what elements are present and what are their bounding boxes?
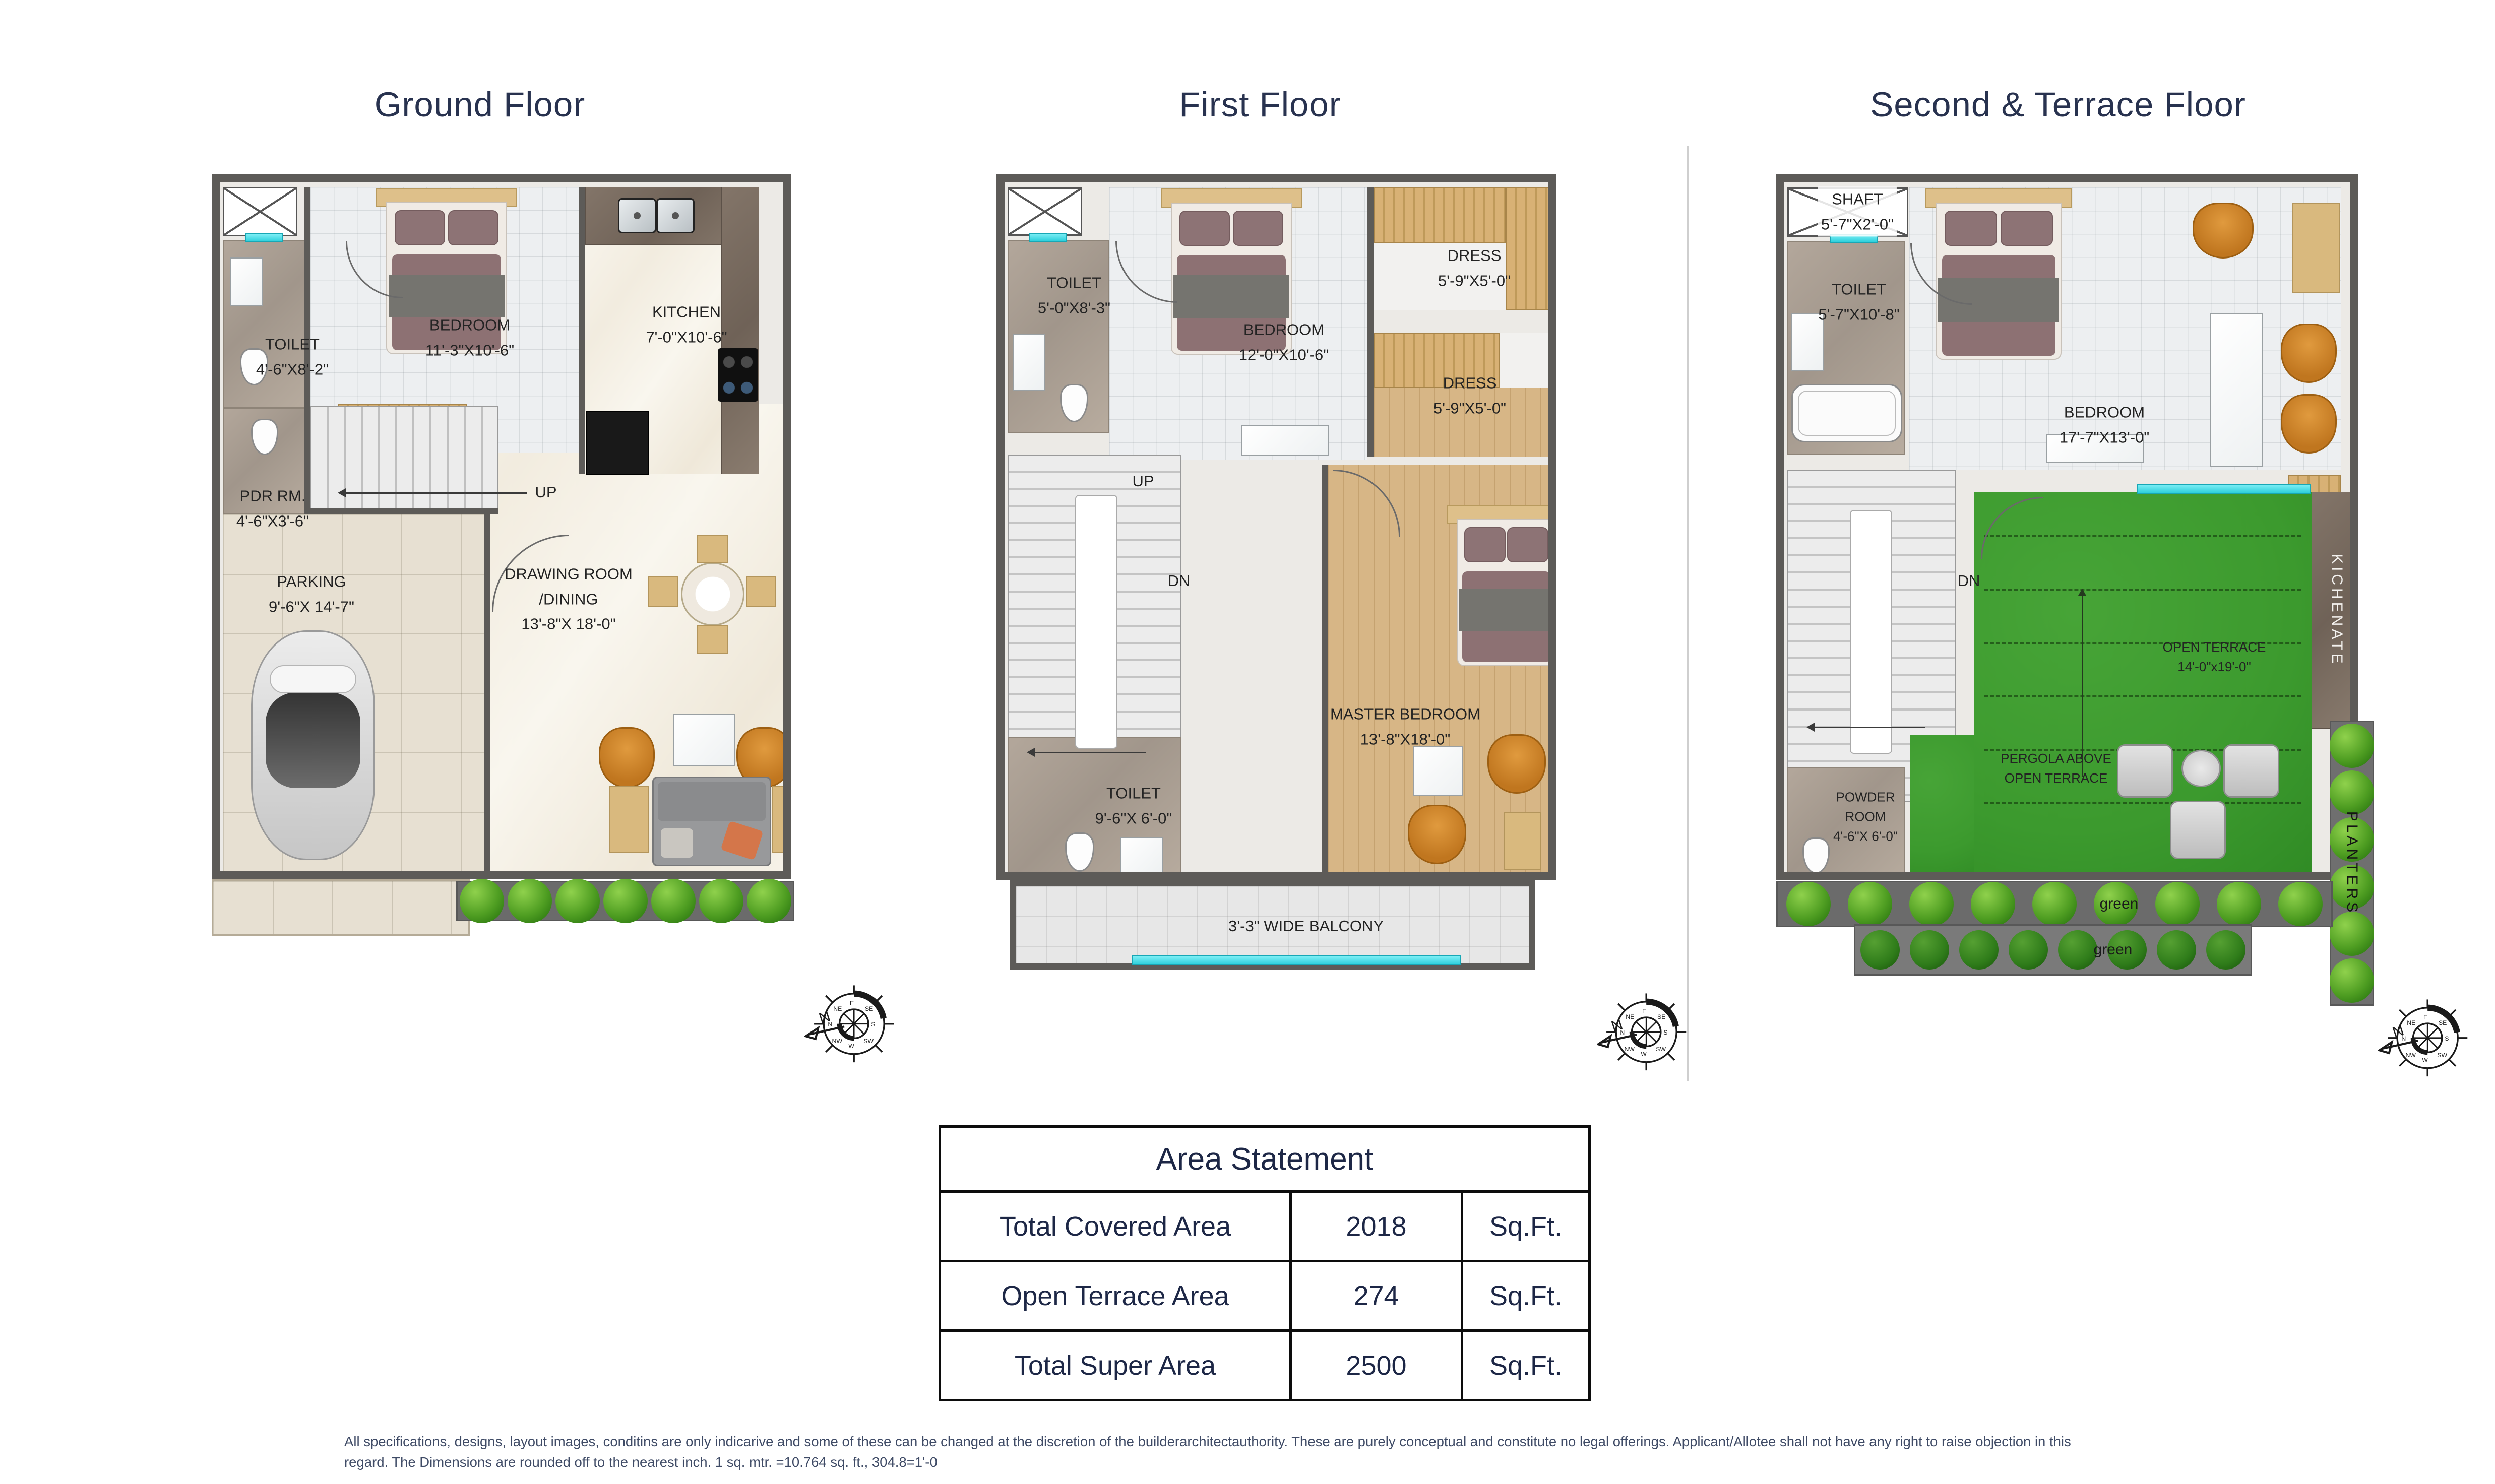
toilet-top-label: TOILET 5'-0"X8'-3" — [1037, 274, 1111, 316]
toilet-label: TOILET 5'-7"X10'-8" — [1818, 280, 1900, 323]
ground-floor-title: Ground Floor — [374, 85, 586, 124]
area-statement-title: Area Statement — [941, 1128, 1588, 1193]
kitchen-hob — [718, 348, 758, 402]
wall — [1367, 187, 1374, 457]
dining-chair — [746, 576, 776, 607]
dining-chair — [697, 625, 728, 654]
window-strip — [1415, 874, 1556, 880]
kitchen-label: KITCHEN 7'-0"X10'-6" — [646, 303, 727, 346]
kitchen-sink-right — [656, 198, 695, 233]
toilet-bottom-label: TOILET 9'-6"X 6'-0" — [1095, 784, 1172, 827]
bush-icon — [2330, 724, 2374, 768]
wall — [310, 508, 498, 514]
bush-icon — [1786, 882, 1831, 926]
bush-icon — [2330, 770, 2374, 815]
window-strip — [1108, 874, 1175, 880]
wash-basin — [1013, 334, 1045, 391]
shaft-box — [1008, 187, 1082, 236]
bush-icon — [2278, 882, 2323, 926]
cabinet — [2292, 203, 2340, 293]
window-strip — [1802, 873, 1848, 880]
wall — [579, 187, 585, 474]
accent-chair — [1408, 805, 1466, 864]
parking-label: PARKING 9'-6"X 14'-7" — [269, 572, 354, 615]
bush-icon — [603, 879, 648, 923]
bush-icon — [2217, 882, 2261, 926]
green-strip-2 — [1854, 924, 2252, 976]
bush-icon — [2157, 930, 2196, 970]
balcony — [1010, 880, 1535, 970]
terrace-chair — [2117, 744, 2173, 798]
balcony-label: 3'-3" WIDE BALCONY — [1228, 917, 1384, 935]
row-label: Total Covered Area — [941, 1193, 1292, 1260]
row-unit: Sq.Ft. — [1489, 1211, 1563, 1242]
side-table — [772, 786, 791, 853]
fridge — [586, 411, 649, 475]
kichenate-strip — [2312, 492, 2358, 729]
area-statement-table — [939, 1125, 1591, 1401]
row-value: 2018 — [1292, 1193, 1463, 1260]
pergola-dash-line — [1984, 695, 2301, 697]
powder-room-label: POWDER ROOM 4'-6"X 6'-0" — [1833, 789, 1898, 844]
dress-top-label: DRESS 5'-9"X5'-0" — [1438, 246, 1511, 289]
dresser — [1241, 425, 1329, 456]
bush-icon — [1909, 882, 1954, 926]
pdr-rm-label: PDR RM. 4'-6"X3'-6" — [236, 487, 309, 530]
accent-chair — [1487, 734, 1546, 794]
bush-icon — [1860, 930, 1900, 970]
dining-chair — [648, 576, 678, 607]
bedroom-label: BEDROOM 11'-3"X10'-6" — [425, 316, 515, 359]
wardrobe-slats — [1506, 187, 1556, 310]
stair-arrow — [1035, 752, 1146, 753]
console-table — [2210, 313, 2263, 467]
window-strip — [2137, 484, 2311, 494]
second-terrace-floor-plan — [1776, 174, 2358, 880]
column-divider — [1687, 146, 1689, 1081]
green-strip-1 — [1776, 881, 2333, 927]
window-strip — [1029, 233, 1067, 242]
bush-icon — [2330, 912, 2374, 956]
open-terrace-extension — [1910, 735, 1974, 880]
table-row — [941, 1332, 1588, 1399]
disclaimer-line-1: All specifications, designs, layout images, conditins are only indicarive and some of these can be changed at the discretion of the builderarchitectauthority. These are purely conceptual and constitute no legal offerings. Applicant/Allotee shall not have any right to raise objection in this — [344, 1434, 2071, 1449]
paved-apron — [212, 879, 470, 936]
disclaimer-line-2: regard. The Dimensions are rounded off to the nearest inch. 1 sq. mtr. =10.764 sq. ft., 304.8=1'-0 — [344, 1454, 938, 1470]
bush-icon — [1848, 882, 1892, 926]
stair-arrow — [346, 492, 527, 494]
row-unit: Sq.Ft. — [1489, 1280, 1563, 1311]
kichenate-label: KICHENATE — [2329, 554, 2345, 667]
wash-basin — [1120, 837, 1163, 875]
up-label: UP — [535, 483, 557, 501]
table-row — [941, 1262, 1588, 1332]
pergola-label: PERGOLA ABOVE OPEN TERRACE — [2001, 751, 2111, 786]
bush-icon — [1910, 930, 1949, 970]
first-floor-plan — [996, 174, 1556, 880]
dining-chair — [697, 535, 728, 563]
master-bedroom-label: MASTER BEDROOM 13'-8"X18'-0" — [1330, 705, 1480, 748]
window-strip — [623, 873, 754, 879]
compass-icon — [2378, 998, 2469, 1081]
glass-table — [1413, 746, 1463, 796]
row-unit: Sq.Ft. — [1489, 1350, 1563, 1381]
dn-label: DN — [1167, 572, 1191, 590]
bush-icon — [460, 879, 504, 923]
bush-icon — [651, 879, 696, 923]
toilet-label: TOILET 4'-6"X8'-2" — [256, 335, 329, 378]
stair-landing — [1075, 495, 1117, 749]
up-label: UP — [1132, 472, 1154, 490]
pergola-dash-line — [1984, 802, 2301, 804]
dn-label: DN — [1957, 572, 1980, 590]
first-floor-title: First Floor — [1179, 85, 1341, 124]
wall — [1322, 465, 1328, 880]
accent-chair — [599, 727, 655, 788]
window-strip — [245, 233, 283, 242]
wash-basin — [230, 257, 263, 306]
second-terrace-floor-title: Second & Terrace Floor — [1870, 85, 2246, 124]
row-label: Open Terrace Area — [941, 1262, 1292, 1329]
stair-landing — [1850, 510, 1892, 754]
compass-icon — [804, 984, 895, 1067]
dining-table — [681, 562, 744, 626]
sofa — [652, 777, 771, 866]
open-terrace-label: OPEN TERRACE 14'-0"x19'-0" — [2162, 639, 2266, 674]
compass-icon — [1597, 992, 1688, 1075]
stair-arrow — [1815, 727, 1925, 728]
disclaimer-text — [344, 1431, 2179, 1473]
green-label-2: green — [2093, 941, 2133, 958]
wall — [484, 514, 490, 879]
shaft-label: SHAFT 5'-7"X2'-0" — [1818, 186, 1897, 236]
accent-chair — [2281, 324, 2337, 383]
bush-icon — [699, 879, 743, 923]
side-table — [609, 786, 649, 853]
bedroom-label: BEDROOM 12'-0"X10'-6" — [1238, 320, 1329, 363]
bush-icon — [2206, 930, 2246, 970]
bush-icon — [2032, 882, 2077, 926]
coffee-table — [673, 714, 735, 766]
planter-strip-gf — [456, 881, 794, 921]
ground-floor-plan — [212, 174, 791, 879]
window-strip — [1132, 955, 1461, 965]
accent-chair — [2193, 203, 2254, 259]
kitchen-sink-left — [618, 198, 656, 233]
planters-column — [2330, 721, 2374, 1006]
bush-icon — [747, 879, 791, 923]
green-label-1: green — [2099, 895, 2139, 912]
terrace-table — [2181, 750, 2221, 787]
parked-car — [251, 630, 375, 860]
master-bed — [1457, 505, 1555, 666]
bush-icon — [2155, 882, 2200, 926]
row-value: 2500 — [1292, 1332, 1463, 1399]
row-value: 274 — [1292, 1262, 1463, 1329]
bush-icon — [1959, 930, 1999, 970]
wardrobe-slats — [1374, 187, 1506, 243]
pergola-dash-line — [1984, 589, 2301, 591]
bathtub — [1791, 384, 1902, 442]
ottoman — [1504, 812, 1541, 870]
bedroom-label: BEDROOM 17'-7"X13'-0" — [2059, 403, 2150, 446]
bush-icon — [2058, 930, 2097, 970]
row-label: Total Super Area — [941, 1332, 1292, 1399]
bush-icon — [508, 879, 552, 923]
planters-label: PLANTERS — [2344, 811, 2360, 916]
shaft-box — [223, 187, 297, 236]
terrace-chair — [2223, 744, 2279, 798]
dress-mid-label: DRESS 5'-9"X5'-0" — [1433, 374, 1507, 417]
terrace-chair — [2170, 801, 2226, 859]
bush-icon — [555, 879, 600, 923]
bush-icon — [1971, 882, 2015, 926]
table-row — [941, 1193, 1588, 1262]
bush-icon — [2330, 958, 2374, 1003]
accent-chair — [2281, 394, 2337, 454]
bush-icon — [2009, 930, 2048, 970]
drawing-room-label: DRAWING ROOM /DINING 13'-8"X 18'-0" — [505, 565, 633, 633]
